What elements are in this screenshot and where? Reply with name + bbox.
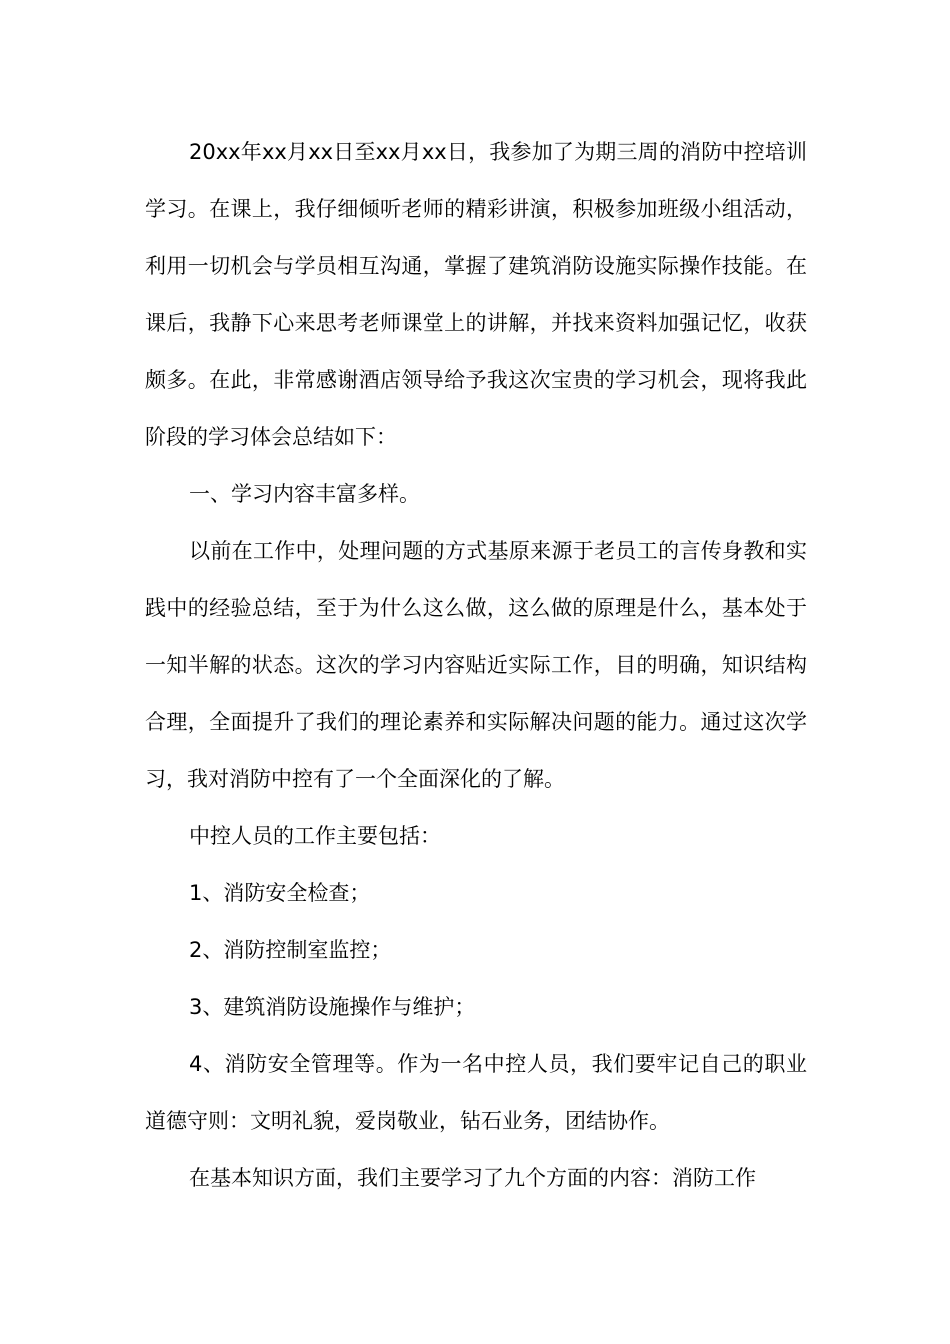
section-heading-1: 一、学习内容丰富多样。 bbox=[189, 482, 420, 506]
duties-intro: 中控人员的工作主要包括： bbox=[189, 824, 441, 848]
duty-item-2: 2、消防控制室监控； bbox=[189, 938, 392, 962]
knowledge-paragraph: 在基本知识方面，我们主要学习了九个方面的内容：消防工作 bbox=[189, 1166, 756, 1190]
document-body bbox=[145, 124, 807, 1207]
body-paragraph: 以前在工作中，处理问题的方式基原来源于老员工的言传身教和实践中的经验总结，至于为什么这么做，这么做的原理是什么，基本处于一知半解的状态。这次的学习内容贴近实际工作，目的明确，知识结构合理，全面提升了我们的理论素养和实际解决问题的能力。通过这次学习，我对消防中控有了一个全面深化的了解。 bbox=[145, 539, 807, 791]
duty-item-4: 4、消防安全管理等。作为一名中控人员，我们要牢记自己的职业道德守则：文明礼貌，爱岗敬业，钻石业务，团结协作。 bbox=[145, 1052, 807, 1133]
duty-item-3: 3、建筑消防设施操作与维护； bbox=[189, 995, 476, 1019]
intro-paragraph: 20xx年xx月xx日至xx月xx日，我参加了为期三周的消防中控培训学习。在课上，我仔细倾听老师的精彩讲演，积极参加班级小组活动，利用一切机会与学员相互沟通，掌握了建筑消防设施实际操作技能。在课后，我静下心来思考老师课堂上的讲解，并找来资料加强记忆，收获颇多。在此，非常感谢酒店领导给予我这次宝贵的学习机会，现将我此阶段的学习体会总结如下： bbox=[145, 140, 807, 449]
duty-item-1: 1、消防安全检查； bbox=[189, 881, 371, 905]
